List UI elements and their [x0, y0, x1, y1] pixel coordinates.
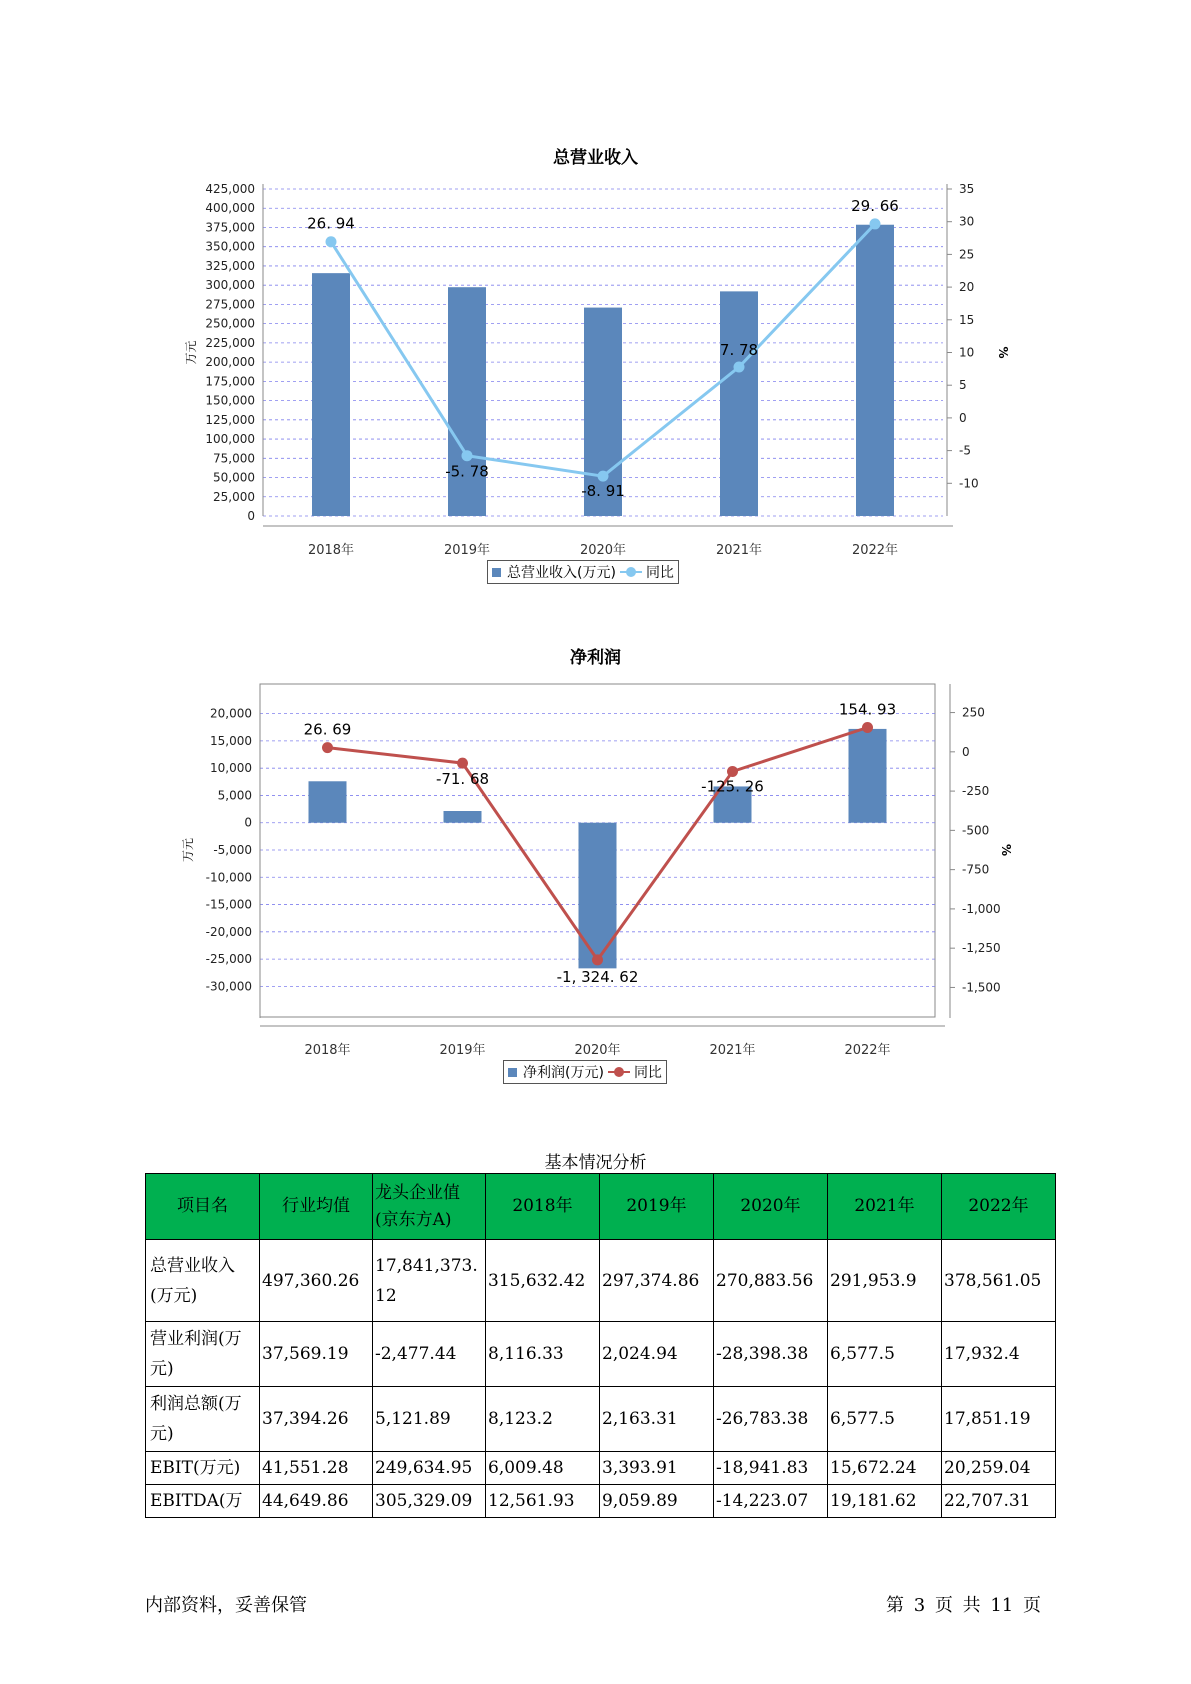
line-point	[326, 236, 337, 247]
table-row	[146, 1240, 1056, 1322]
y2-tick-label: -750	[962, 862, 990, 877]
table-cell: -2,477.44	[373, 1322, 486, 1387]
table-row	[146, 1387, 1056, 1452]
y2-tick-label: -10	[959, 476, 979, 491]
y-tick-label: 175,000	[205, 374, 255, 389]
y2-tick-label: -250	[962, 784, 990, 799]
y-axis-label: 万元	[181, 837, 195, 863]
y2-tick-label: -1,000	[962, 901, 1001, 916]
table-cell: 17,851.19	[942, 1387, 1056, 1452]
table-cell: 378,561.05	[942, 1240, 1056, 1322]
y-tick-label: 10,000	[210, 761, 252, 776]
bar	[444, 811, 482, 823]
data-label: 154. 93	[838, 700, 897, 719]
legend-bar-label: 净利润(万元)	[523, 1065, 604, 1081]
y2-axis-label: %	[999, 843, 1013, 857]
y-tick-label: 100,000	[205, 432, 255, 447]
y2-tick-label: -500	[962, 823, 990, 838]
y2-tick-label: 35	[959, 182, 975, 196]
table-row	[146, 1452, 1056, 1485]
chart-1-legend	[487, 560, 679, 584]
bar	[309, 781, 347, 822]
y-tick-label: 5,000	[217, 788, 252, 803]
y-tick-label: 225,000	[205, 335, 255, 350]
x-tick-label: 2018年	[304, 1043, 351, 1058]
table-cell: 6,577.5	[828, 1387, 942, 1452]
x-tick-label: 2020年	[579, 543, 627, 558]
table-cell: -28,398.38	[714, 1322, 828, 1387]
bar	[720, 291, 758, 516]
x-tick-label: 2020年	[574, 1043, 621, 1058]
legend-line-label: 同比	[645, 565, 674, 581]
y-tick-label: 275,000	[205, 297, 255, 312]
table-cell: 44,649.86	[260, 1485, 373, 1518]
table-cell: 9,059.89	[600, 1485, 714, 1518]
table-cell: 5,121.89	[373, 1387, 486, 1452]
table-cell: 8,123.2	[486, 1387, 600, 1452]
y2-tick-label: -1,250	[962, 941, 1001, 956]
table-cell: -14,223.07	[714, 1485, 828, 1518]
legend-line-swatch	[620, 567, 642, 577]
table-cell: 305,329.09	[373, 1485, 486, 1518]
footer-page-number: 第 3 页 共 11 页	[886, 1595, 1041, 1616]
x-tick-label: 2021年	[715, 543, 763, 558]
line-point	[592, 954, 603, 965]
bar	[579, 823, 617, 969]
legend-line-swatch	[608, 1067, 630, 1077]
table-cell: 2,163.31	[600, 1387, 714, 1452]
revenue-chart	[0, 0, 1191, 600]
header-cell: 2020年	[714, 1174, 828, 1240]
y-tick-label: 50,000	[213, 470, 255, 485]
y-axis-label: 万元	[184, 340, 198, 365]
y-tick-label: 0	[247, 509, 255, 523]
line-point	[727, 766, 738, 777]
header-cell: 2021年	[828, 1174, 942, 1240]
y-tick-label: 0	[244, 815, 252, 830]
data-label: -8. 91	[581, 482, 625, 501]
y-tick-label: 350,000	[205, 239, 255, 254]
x-tick-label: 2022年	[844, 1043, 891, 1058]
table-cell: 497,360.26	[260, 1240, 373, 1322]
y2-axis-label: %	[996, 346, 1010, 359]
table-cell: 6,577.5	[828, 1322, 942, 1387]
chart-1-title: 总营业收入	[553, 148, 638, 168]
y2-tick-label: 0	[959, 410, 967, 425]
y-tick-label: -5,000	[213, 843, 252, 857]
header-cell: 行业均值	[260, 1174, 373, 1240]
y-tick-label: 300,000	[205, 278, 255, 293]
x-tick-label: 2022年	[851, 543, 899, 558]
footer-confidential: 内部资料，妥善保管	[145, 1595, 307, 1616]
header-cell: 2019年	[600, 1174, 714, 1240]
net-profit-chart	[0, 600, 1191, 1100]
y-tick-label: 325,000	[205, 258, 255, 273]
y-tick-label: -10,000	[205, 870, 252, 885]
table-cell: 37,569.19	[260, 1322, 373, 1387]
legend-line-label: 同比	[633, 1065, 662, 1081]
x-tick-label: 2019年	[439, 1043, 486, 1058]
table-cell: -26,783.38	[714, 1387, 828, 1452]
y2-tick-label: 15	[959, 312, 975, 327]
table-cell: 291,953.9	[828, 1240, 942, 1322]
data-label: 26. 69	[303, 720, 352, 739]
chart-2-legend	[503, 1060, 667, 1084]
row-label-cell: EBITDA(万	[146, 1485, 260, 1518]
y-tick-label: 250,000	[205, 316, 255, 331]
header-cell: 项目名	[146, 1174, 260, 1240]
table-caption: 基本情况分析	[544, 1153, 647, 1173]
y-tick-label: 75,000	[213, 451, 255, 466]
header-cell: 龙头企业值(京东方A)	[373, 1174, 486, 1240]
table-row	[146, 1485, 1056, 1518]
y2-tick-label: 10	[959, 345, 975, 360]
y2-tick-label: 0	[962, 744, 970, 759]
table-cell: 17,841,373.12	[373, 1240, 486, 1322]
table-cell: 6,009.48	[486, 1452, 600, 1485]
table-cell: 2,024.94	[600, 1322, 714, 1387]
y-tick-label: 125,000	[205, 412, 255, 427]
header-cell: 2022年	[942, 1174, 1056, 1240]
y-tick-label: 425,000	[205, 182, 255, 196]
bar	[849, 729, 887, 823]
y-tick-label: -20,000	[205, 924, 252, 939]
row-label-cell: EBIT(万元)	[146, 1452, 260, 1485]
table-cell: 20,259.04	[942, 1452, 1056, 1485]
legend-bar-swatch	[492, 568, 501, 577]
y-tick-label: 25,000	[213, 489, 255, 504]
table-cell: 41,551.28	[260, 1452, 373, 1485]
y2-tick-label: 5	[959, 378, 967, 393]
data-label: -1, 324. 62	[556, 967, 639, 986]
row-label-cell: 总营业收入(万元)	[146, 1240, 260, 1322]
y-tick-label: 150,000	[205, 393, 255, 408]
line-point	[734, 362, 745, 373]
data-label: -71. 68	[435, 770, 490, 789]
x-tick-label: 2018年	[307, 543, 355, 558]
table-cell: 8,116.33	[486, 1322, 600, 1387]
x-tick-label: 2019年	[443, 543, 491, 558]
bar	[448, 287, 486, 516]
line-point	[598, 471, 609, 482]
line-point	[322, 742, 333, 753]
legend-bar-label: 总营业收入(万元)	[507, 565, 616, 581]
table-cell: 297,374.86	[600, 1240, 714, 1322]
legend-bar-swatch	[508, 1068, 517, 1077]
header-cell: 2018年	[486, 1174, 600, 1240]
y-tick-label: -30,000	[205, 979, 252, 994]
bar	[856, 225, 894, 516]
y-tick-label: -15,000	[205, 897, 252, 912]
y-tick-label: 200,000	[205, 355, 255, 370]
line-point	[870, 218, 881, 229]
table-row	[146, 1322, 1056, 1387]
y2-tick-label: -1,500	[962, 980, 1001, 995]
table-cell: 315,632.42	[486, 1240, 600, 1322]
y2-tick-label: 20	[959, 280, 975, 295]
data-label: 7. 78	[719, 341, 759, 360]
table-cell: 15,672.24	[828, 1452, 942, 1485]
table-cell: 3,393.91	[600, 1452, 714, 1485]
y-tick-label: 15,000	[210, 733, 252, 748]
data-label: -125. 26	[701, 777, 764, 796]
line-point	[462, 450, 473, 461]
y2-tick-label: -5	[959, 443, 971, 458]
bar	[312, 273, 350, 516]
table-cell: 249,634.95	[373, 1452, 486, 1485]
data-label: 29. 66	[851, 196, 899, 215]
chart-2-title: 净利润	[570, 648, 621, 668]
row-label-cell: 营业利润(万元)	[146, 1322, 260, 1387]
y2-tick-label: 25	[959, 247, 975, 262]
table-cell: 37,394.26	[260, 1387, 373, 1452]
line-point	[457, 758, 468, 769]
y2-tick-label: 250	[962, 705, 985, 720]
table-cell: -18,941.83	[714, 1452, 828, 1485]
line-point	[862, 722, 873, 733]
y2-tick-label: 30	[959, 214, 975, 229]
y-tick-label: 375,000	[205, 220, 255, 235]
table-cell: 19,181.62	[828, 1485, 942, 1518]
table-cell: 22,707.31	[942, 1485, 1056, 1518]
table-header-row	[146, 1174, 1056, 1240]
analysis-table	[145, 1173, 1056, 1518]
y-tick-label: -25,000	[205, 952, 252, 967]
table-cell: 17,932.4	[942, 1322, 1056, 1387]
y-tick-label: 20,000	[210, 706, 252, 721]
x-tick-label: 2021年	[709, 1043, 756, 1058]
data-label: 26. 94	[307, 214, 355, 233]
y-tick-label: 400,000	[205, 201, 255, 216]
table-cell: 270,883.56	[714, 1240, 828, 1322]
table-cell: 12,561.93	[486, 1485, 600, 1518]
row-label-cell: 利润总额(万元)	[146, 1387, 260, 1452]
data-label: -5. 78	[445, 462, 489, 481]
